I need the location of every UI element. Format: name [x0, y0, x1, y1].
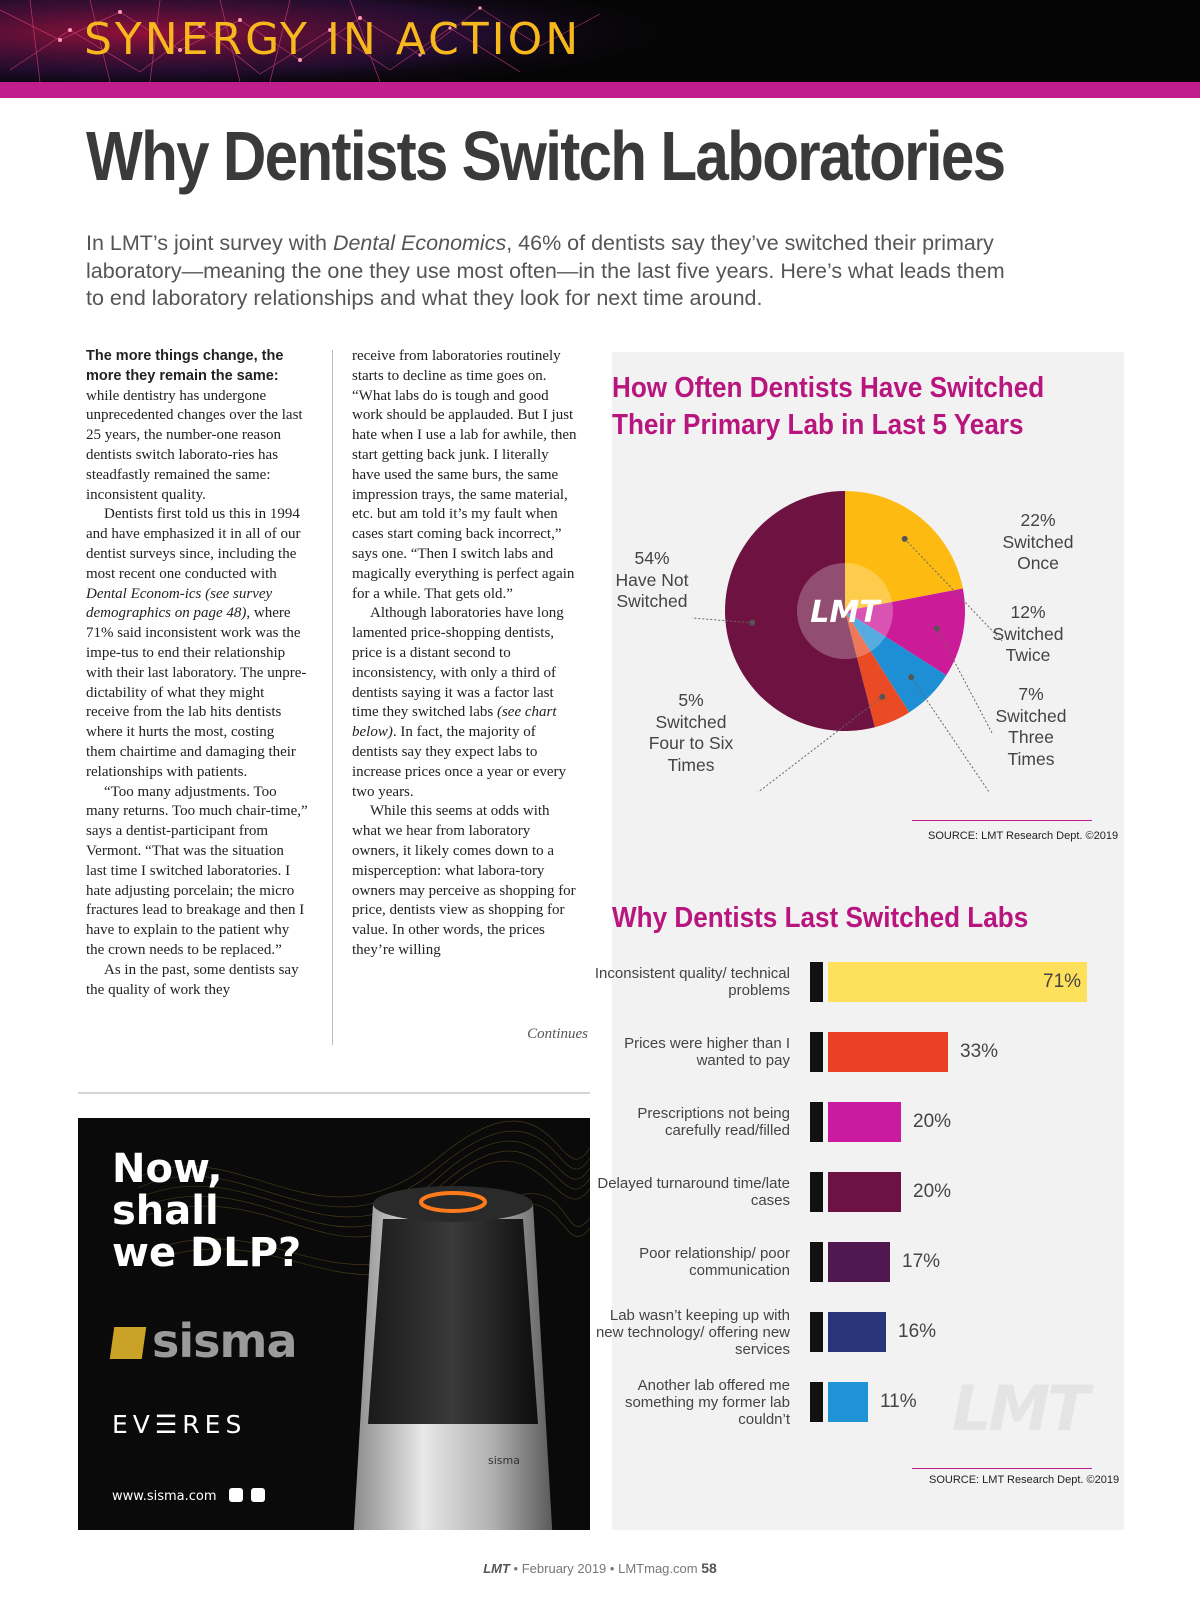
bar-row — [597, 1172, 1124, 1232]
pie-label-not-switched — [612, 548, 692, 613]
product-name: EV☰RES — [112, 1410, 247, 1439]
printer-device-image — [348, 1164, 558, 1530]
paragraph: receive from laboratories routinely starts to decline as time goes on. “What labs do is tough and good work should be applauded. But I just hate when I use a lab for awhile, then start getting back junk. I literally have used the same burs, the same impression trays, the same material, etc. but am told it’s my fault when cases start coming back incorrect,” says one. “Then I switch labs and magically everything is perfect again for a while. That gets old.” — [352, 348, 577, 602]
source-rule — [912, 820, 1092, 821]
footer-separator: • — [513, 1561, 519, 1576]
dek — [86, 230, 1026, 313]
bar-marker — [810, 1312, 823, 1352]
bar-category-label: Delayed turnaround time/late cases — [597, 1175, 790, 1209]
footer-separator: • — [609, 1561, 615, 1576]
bar-row — [612, 1102, 1124, 1162]
pie-leader-dot — [879, 694, 885, 700]
bar-row — [612, 1242, 1124, 1302]
title-line: How Often Dentists Have Switched — [612, 372, 1045, 404]
bar — [828, 1032, 948, 1072]
paragraph: While this seems at odds with what we hear from laboratory owners, it likely comes down to a misperception: what labora-tory owners may perceive as shopping for price, dentists view as shopping for value. In other words, the prices they’re willing — [352, 803, 576, 958]
brand-name: sisma — [152, 1314, 297, 1368]
bar-category-label: Prescriptions not being carefully read/filled — [637, 1105, 790, 1139]
pie-leader-dot — [934, 626, 940, 632]
bar-category-label: Prices were higher than I wanted to pay — [624, 1035, 790, 1069]
footer-brand: LMT — [483, 1561, 510, 1576]
paragraph-citation: Dental Econom-ics (see survey demographics on page 48) — [86, 585, 273, 622]
infographic-panel — [594, 352, 1124, 1530]
ad-headline-line: shall — [112, 1188, 219, 1234]
column-divider — [332, 350, 333, 1045]
bar — [828, 1312, 886, 1352]
pie-label-text: Switched Twice — [992, 623, 1064, 665]
pie-label-text: Have Not Switched — [615, 569, 689, 611]
pie-label-pct: 22% — [1020, 510, 1056, 530]
paragraph-text: Although laboratories have long lamented price-shopping dentists, price is a distant second to inconsistency, with only a third of dentists saying it was a factor last time they switched labs — [352, 605, 564, 721]
bar-value-label: 11% — [880, 1391, 917, 1412]
paragraph-text: while dentistry has undergone unprecedented changes over the last 25 years, the number-one reason dentists switch laborato-ries has steadfastly remained the same: inconsistent quality. — [86, 387, 303, 503]
paragraph-text: . In fact, the majority of dentists say they expect labs to increase prices once a year or every two years. — [352, 724, 567, 800]
bar-value-label: 20% — [913, 1181, 952, 1202]
title-line: Their Primary Lab in Last 5 Years — [612, 409, 1024, 441]
pie-label-text: Switched Once — [1002, 531, 1074, 573]
page-title: Why Dentists Switch Laboratories — [86, 117, 1005, 195]
ad-headline-line: Now, — [112, 1146, 223, 1192]
article-column-1 — [86, 347, 308, 1000]
bar-marker — [810, 1032, 823, 1072]
sisma-advertisement[interactable] — [78, 1118, 590, 1530]
continues-link[interactable]: Continues — [527, 1026, 588, 1042]
pie-label-pct: 7% — [1018, 684, 1044, 704]
pie-label-twice — [978, 602, 1078, 667]
bar-category-label: Lab wasn’t keeping up with new technology/ offering new services — [595, 1306, 790, 1358]
bar — [828, 1172, 901, 1212]
dek-text-cont: , 46% of dentists say they’ve switched their primary laboratory—meaning the one they use most often—in the last five years. Here’s what leads them to end laboratory relationships and what they look for next time around. — [86, 231, 1005, 310]
bar-value-label: 71% — [1043, 971, 1082, 992]
lmt-center-logo: LMT — [810, 595, 880, 630]
pie-label-text: Switched Three Times — [995, 705, 1067, 769]
ad-url[interactable] — [112, 1488, 265, 1504]
url-text[interactable]: www.sisma.com — [112, 1489, 217, 1504]
paragraph — [86, 505, 308, 782]
bar-category-label: Inconsistent quality/ technical problems — [594, 965, 790, 999]
bar-chart-title: Why Dentists Last Switched Labs — [612, 902, 1029, 934]
chart-reference: (see chart below) — [352, 704, 557, 741]
lmt-watermark: LMT — [952, 1372, 1087, 1445]
pie-label-text: Switched Four to Six Times — [648, 711, 734, 775]
bar-marker — [810, 962, 823, 1002]
bar-value-label: 16% — [898, 1321, 937, 1342]
bar-marker — [810, 1102, 823, 1142]
bar-marker — [810, 1172, 823, 1212]
footer-issue: February 2019 — [521, 1561, 607, 1576]
facebook-icon[interactable] — [229, 1488, 243, 1502]
ad-headline — [112, 1148, 301, 1274]
paragraph — [86, 347, 308, 505]
paragraph — [352, 604, 578, 802]
pie-leader-dot — [749, 620, 755, 626]
section-banner — [0, 0, 1200, 82]
banner-title: SYNERGY IN ACTION — [84, 14, 582, 65]
bar-row — [594, 962, 1124, 1022]
paragraph-text: , where 71% said inconsistent work was the impe-tus to end their relationship with their last laboratory. The unpre-dictability of what they might receive from the lab hits dentists where it hurts the most, costing them chairtime and damaging their relationships with patients. — [86, 605, 307, 780]
bar-marker — [810, 1242, 823, 1282]
pie-source: SOURCE: LMT Research Dept. ©2019 — [928, 830, 1119, 842]
dek-publication: Dental Economics — [332, 231, 507, 255]
bar — [828, 1102, 901, 1142]
bar-marker — [810, 1382, 823, 1422]
bar-row — [595, 1306, 1124, 1372]
linkedin-icon[interactable] — [251, 1488, 265, 1502]
bar — [828, 1382, 868, 1422]
pie-label-pct: 12% — [1010, 602, 1046, 622]
bar-value-label: 33% — [960, 1041, 999, 1062]
pie-label-four-six — [646, 690, 736, 776]
device-badge: sisma — [488, 1454, 520, 1467]
paragraph: “Too many adjustments. Too many returns. Too much chair-time,” says a dentist-participant from Vermont. “That was the situation last time I switched laboratories. I hate adjusting porcelain; the micro fractures lead to breakage and then I have to explain to the patient why the crown needs to be replaced.” — [86, 783, 308, 958]
sisma-mark-icon — [110, 1327, 146, 1359]
bar — [828, 1242, 890, 1282]
pie-label-pct: 5% — [678, 690, 704, 710]
ad-divider — [78, 1092, 590, 1094]
bar-value-label: 17% — [902, 1251, 941, 1272]
footer-site[interactable]: LMTmag.com — [618, 1561, 698, 1576]
page-footer — [0, 1560, 1200, 1576]
sisma-logo — [112, 1314, 297, 1368]
pie-label-three — [988, 684, 1074, 770]
lead-in: The more things change, the more they remain the same: — [86, 348, 284, 384]
pie-label-pct: 54% — [634, 548, 670, 568]
banner-rule — [0, 82, 1200, 98]
bar-row — [612, 1032, 1124, 1092]
bar-category-label: Poor relationship/ poor communication — [639, 1245, 790, 1279]
paragraph: As in the past, some dentists say the quality of work they — [86, 961, 299, 998]
bar-chart — [594, 962, 1124, 1442]
bar-source: SOURCE: LMT Research Dept. ©2019 — [929, 1474, 1120, 1486]
dek-text: In LMT’s joint survey with — [86, 231, 333, 255]
pie-leader-dot — [908, 674, 914, 680]
pie-leader-dot — [902, 536, 908, 542]
pie-label-once — [988, 510, 1088, 575]
paragraph-text: Dentists first told us this in 1994 and have emphasized it in all of our dentist surveys since, including the most recent one conducted with — [86, 506, 301, 582]
ad-headline-line: we DLP? — [112, 1230, 302, 1276]
bar-category-label: Another lab offered me something my former lab couldn’t — [624, 1376, 790, 1428]
bar-value-label: 20% — [913, 1111, 952, 1132]
page-number: 58 — [701, 1560, 717, 1576]
article-column-2 — [352, 347, 578, 961]
pie-chart-title — [612, 370, 1044, 444]
source-rule — [912, 1468, 1092, 1469]
